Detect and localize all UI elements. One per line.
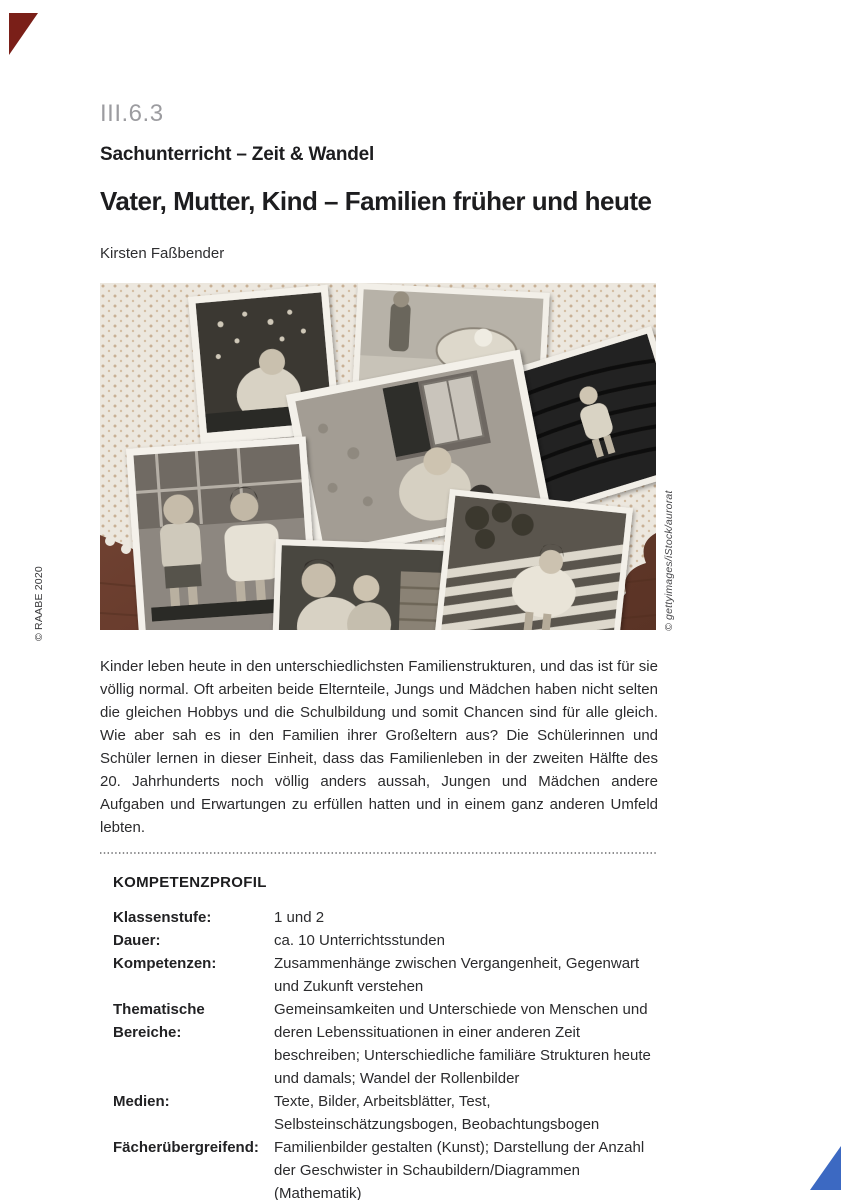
series-kicker: Sachunterricht – Zeit & Wandel	[100, 144, 375, 165]
intro-paragraph: Kinder leben heute in den unterschiedlichsten Familienstrukturen, und das ist für sie völlig normal. Oft arbeiten beide Elternteile, Jungs und Mädchen haben nicht selten die gleichen Hobbys und die Schulbildung und somit Chancen sind für alle gleich. Wie aber sah es in den Familien ihrer Großeltern aus? Die Schülerinnen und Schüler lernen in dieser Einheit, dass das Familienleben in der zweiten Hälfte des 20. Jahrhunderts noch völlig anders aussah, Jungen und Mädchen andere Aufgaben und Erwartungen zu erfüllen hatten und in einem ganz anderen Umfeld lebten.	[100, 658, 658, 836]
family-photo-collage	[100, 283, 656, 630]
profile-row-label: Thematische Bereiche:	[113, 1001, 205, 1041]
dotted-separator-top	[100, 852, 656, 854]
corner-marker-top-left	[9, 13, 38, 55]
profile-row-value: Zusammenhänge zwischen Vergangenheit, Gegenwart und Zukunft verstehen	[274, 955, 640, 995]
profile-row-label: Klassenstufe:	[113, 909, 212, 926]
profile-row-label: Kompetenzen:	[113, 955, 217, 972]
corner-marker-bottom-right	[810, 1146, 841, 1190]
image-credit-vertical: © gettyimages/iStock/aurorat	[663, 490, 675, 631]
page-title: Vater, Mutter, Kind – Familien früher und heute	[100, 186, 652, 216]
profile-row-label: Fächerübergreifend:	[113, 1139, 259, 1156]
profile-row-value: Texte, Bilder, Arbeitsblätter, Test, Selbsteinschätzungsbogen, Beobachtungsbogen	[274, 1093, 600, 1133]
section-code: III.6.3	[100, 100, 164, 127]
publisher-copyright-vertical: © RAABE 2020	[33, 566, 45, 641]
profile-row-value: 1 und 2	[274, 909, 325, 926]
profile-row-value: Gemeinsamkeiten und Unterschiede von Menschen und deren Lebenssituationen in einer anderen Zeit beschreiben; Unterschiedliche familiäre Strukturen heute und damals; Wandel der Rollenbilder	[274, 1001, 651, 1087]
profile-row-label: Dauer:	[113, 932, 161, 949]
profile-row-value: Familienbilder gestalten (Kunst); Darstellung der Anzahl der Geschwister in Schaubildern/Diagrammen (Mathematik)	[274, 1139, 645, 1200]
content-column	[100, 101, 658, 1200]
author-name: Kirsten Faßbender	[100, 245, 225, 262]
competence-profile-table	[113, 906, 658, 1200]
profile-row-label: Medien:	[113, 1093, 170, 1110]
profile-row-value: ca. 10 Unterrichtsstunden	[274, 932, 445, 949]
competence-profile-heading: KOMPETENZPROFIL	[113, 874, 267, 891]
